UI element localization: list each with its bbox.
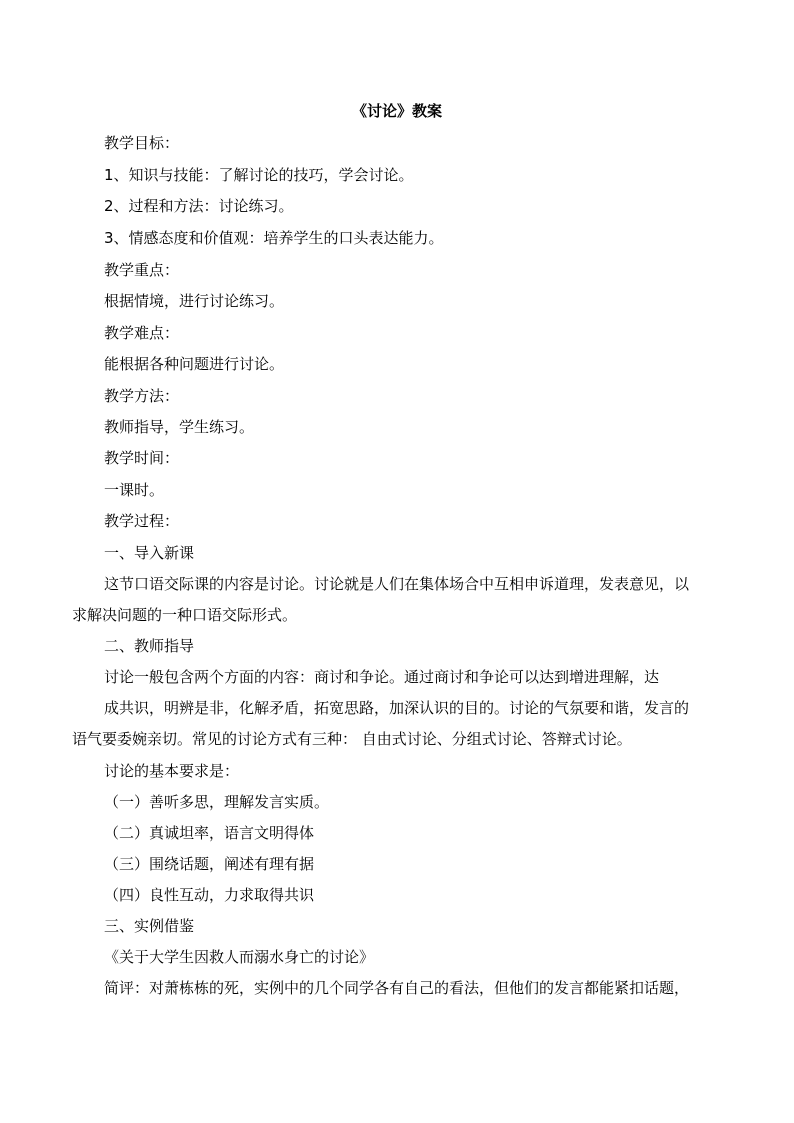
difficulties-text: 能根据各种问题进行讨论。 <box>104 355 285 373</box>
objective-line-2: 2、过程和方法：讨论练习。 <box>104 197 294 215</box>
objective-line-1: 1、知识与技能：了解讨论的技巧，学会讨论。 <box>104 166 414 184</box>
key-points-text: 根据情境，进行讨论练习。 <box>104 292 285 310</box>
document-title: 《讨论》教案 <box>351 102 442 120</box>
paragraph-intro-line-1: 这节口语交际课的内容是讨论。讨论就是人们在集体场合中互相申诉道理，发表意见，以 <box>104 575 690 593</box>
objective-line-3: 3、情感态度和价值观：培养学生的口头表达能力。 <box>104 229 444 247</box>
process-step-2-heading: 二、教师指导 <box>104 637 195 655</box>
section-heading-objectives: 教学目标： <box>104 134 180 152</box>
requirement-item-3: （三）围绕话题，阐述有理有据 <box>104 855 315 873</box>
section-heading-methods: 教学方法： <box>104 387 180 405</box>
process-step-3-heading: 三、实例借鉴 <box>104 917 195 935</box>
section-heading-process: 教学过程： <box>104 512 180 530</box>
requirement-item-4: （四）良性互动，力求取得共识 <box>104 886 315 904</box>
requirement-item-2: （二）真诚坦率，语言文明得体 <box>104 824 315 842</box>
requirements-heading: 讨论的基本要求是： <box>104 762 240 780</box>
paragraph-intro-line-2: 求解决问题的一种口语交际形式。 <box>72 606 298 624</box>
time-text: 一课时。 <box>104 481 165 499</box>
section-heading-time: 教学时间： <box>104 449 180 467</box>
process-step-1-heading: 一、导入新课 <box>104 544 195 562</box>
paragraph-guidance-line-3: 语气要委婉亲切。常见的讨论方式有三种： 自由式讨论、分组式讨论、答辩式讨论。 <box>72 730 632 748</box>
paragraph-guidance-line-1: 讨论一般包含两个方面的内容：商讨和争论。通过商讨和争论可以达到增进理解，达 <box>104 668 660 686</box>
section-heading-difficulties: 教学难点： <box>104 324 180 342</box>
section-heading-key-points: 教学重点： <box>104 261 180 279</box>
paragraph-guidance-line-2: 成共识，明辨是非，化解矛盾，拓宽思路，加深认识的目的。讨论的气氛要和谐，发言的 <box>104 699 690 717</box>
requirement-item-1: （一）善听多思，理解发言实质。 <box>104 793 330 811</box>
example-title: 《关于大学生因救人而溺水身亡的讨论》 <box>104 948 375 966</box>
commentary-line-1: 简评：对萧栋栋的死，实例中的几个同学各有自己的看法，但他们的发言都能紧扣话题， <box>104 979 690 997</box>
methods-text: 教师指导，学生练习。 <box>104 418 255 436</box>
